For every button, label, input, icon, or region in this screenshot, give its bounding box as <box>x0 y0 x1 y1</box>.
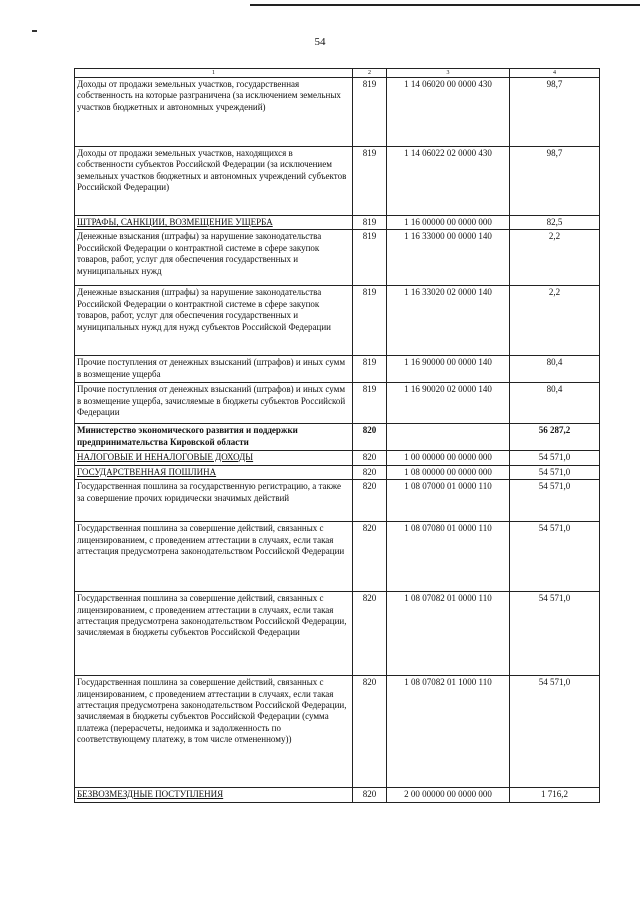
budget-code: 1 16 90000 00 0000 140 <box>387 356 510 383</box>
amount: 82,5 <box>510 216 600 230</box>
budget-code: 1 08 00000 00 0000 000 <box>387 465 510 479</box>
budget-code: 1 08 07000 01 0000 110 <box>387 480 510 522</box>
table-row <box>75 356 600 383</box>
amount: 80,4 <box>510 356 600 383</box>
budget-code: 1 14 06022 02 0000 430 <box>387 147 510 216</box>
table-row <box>75 424 600 451</box>
row-name: Государственная пошлина за совершение действий, связанных с лицензированием, с проведением аттестации в случаях, если такая аттестация предусмотрена законодательством Российской Федерации <box>75 522 353 592</box>
row-name: Государственная пошлина за государственную регистрацию, а также за совершение прочих юридически значимых действий <box>75 480 353 522</box>
table-row <box>75 216 600 230</box>
admin-code: 820 <box>353 676 387 788</box>
page-number: 54 <box>314 36 326 48</box>
amount: 56 287,2 <box>510 424 600 451</box>
amount: 2,2 <box>510 230 600 286</box>
table-row <box>75 676 600 788</box>
row-name: Прочие поступления от денежных взысканий (штрафов) и иных сумм в возмещение ущерба, зачисляемые в бюджеты субъектов Российской Федерации <box>75 383 353 424</box>
table-row <box>75 592 600 676</box>
admin-code: 819 <box>353 286 387 356</box>
budget-code: 1 08 07082 01 1000 110 <box>387 676 510 788</box>
amount: 2,2 <box>510 286 600 356</box>
budget-code: 1 08 07080 01 0000 110 <box>387 522 510 592</box>
table-row <box>75 480 600 522</box>
table-row <box>75 522 600 592</box>
admin-code: 820 <box>353 480 387 522</box>
amount: 54 571,0 <box>510 592 600 676</box>
budget-code: 1 16 33020 02 0000 140 <box>387 286 510 356</box>
table-row <box>75 147 600 216</box>
column-number: 2 <box>353 69 387 78</box>
admin-code: 820 <box>353 424 387 451</box>
admin-code: 820 <box>353 592 387 676</box>
table-row <box>75 286 600 356</box>
amount: 54 571,0 <box>510 451 600 465</box>
amount: 54 571,0 <box>510 465 600 479</box>
admin-code: 819 <box>353 78 387 147</box>
amount: 98,7 <box>510 78 600 147</box>
budget-code: 1 16 00000 00 0000 000 <box>387 216 510 230</box>
table-row <box>75 78 600 147</box>
amount: 54 571,0 <box>510 522 600 592</box>
admin-code: 820 <box>353 788 387 802</box>
budget-code: 2 00 00000 00 0000 000 <box>387 788 510 802</box>
row-name: Денежные взыскания (штрафы) за нарушение законодательства Российской Федерации о контрактной системе в сфере закупок товаров, работ, услуг для обеспечения государственных и муниципальных нужд для нужд субъектов Российской Федерации <box>75 286 353 356</box>
amount: 1 716,2 <box>510 788 600 802</box>
row-name: Государственная пошлина за совершение действий, связанных с лицензированием, с проведением аттестации в случаях, если такая аттестация предусмотрена законодательством Российской Федерации, зачисляемая в бюджеты субъектов Российской Федерации (сумма платежа (перерасчеты, недоимка и задолженность по соответствующему платежу, в том числе отмененному)) <box>75 676 353 788</box>
table-row <box>75 788 600 802</box>
amount: 80,4 <box>510 383 600 424</box>
admin-code: 819 <box>353 216 387 230</box>
amount: 98,7 <box>510 147 600 216</box>
admin-code: 819 <box>353 147 387 216</box>
row-name: Денежные взыскания (штрафы) за нарушение законодательства Российской Федерации о контрактной системе в сфере закупок товаров, работ, услуг для обеспечения государственных и муниципальных нужд <box>75 230 353 286</box>
table-row <box>75 465 600 479</box>
admin-code: 820 <box>353 451 387 465</box>
row-name: ШТРАФЫ, САНКЦИИ, ВОЗМЕЩЕНИЕ УЩЕРБА <box>75 216 353 230</box>
table-row <box>75 451 600 465</box>
budget-code: 1 16 33000 00 0000 140 <box>387 230 510 286</box>
budget-code: 1 14 06020 00 0000 430 <box>387 78 510 147</box>
admin-code: 819 <box>353 230 387 286</box>
row-name: БЕЗВОЗМЕЗДНЫЕ ПОСТУПЛЕНИЯ <box>75 788 353 802</box>
budget-code: 1 00 00000 00 0000 000 <box>387 451 510 465</box>
budget-code <box>387 424 510 451</box>
row-name: Доходы от продажи земельных участков, находящихся в собственности субъектов Российской Федерации (за исключением земельных участков бюджетных и автономных учреждений субъектов Российской Федерации) <box>75 147 353 216</box>
column-number: 1 <box>75 69 353 78</box>
admin-code: 819 <box>353 383 387 424</box>
row-name: Министерство экономического развития и поддержки предпринимательства Кировской области <box>75 424 353 451</box>
column-number: 3 <box>387 69 510 78</box>
row-name: Прочие поступления от денежных взысканий (штрафов) и иных сумм в возмещение ущерба <box>75 356 353 383</box>
admin-code: 819 <box>353 356 387 383</box>
column-number: 4 <box>510 69 600 78</box>
row-name: НАЛОГОВЫЕ И НЕНАЛОГОВЫЕ ДОХОДЫ <box>75 451 353 465</box>
row-name: Доходы от продажи земельных участков, государственная собственность на которые разграничена (за исключением земельных участков бюджетных и автономных учреждений) <box>75 78 353 147</box>
admin-code: 820 <box>353 522 387 592</box>
budget-code: 1 08 07082 01 0000 110 <box>387 592 510 676</box>
amount: 54 571,0 <box>510 480 600 522</box>
table-row <box>75 383 600 424</box>
column-number-row <box>75 69 600 78</box>
admin-code: 820 <box>353 465 387 479</box>
row-name: ГОСУДАРСТВЕННАЯ ПОШЛИНА <box>75 465 353 479</box>
top-rule <box>250 4 640 6</box>
revenue-table <box>74 68 600 803</box>
row-name: Государственная пошлина за совершение действий, связанных с лицензированием, с проведением аттестации в случаях, если такая аттестация предусмотрена законодательством Российской Федерации, зачисляемая в бюджеты субъектов Российской Федерации <box>75 592 353 676</box>
amount: 54 571,0 <box>510 676 600 788</box>
margin-mark <box>32 30 37 32</box>
table-row <box>75 230 600 286</box>
budget-code: 1 16 90020 02 0000 140 <box>387 383 510 424</box>
